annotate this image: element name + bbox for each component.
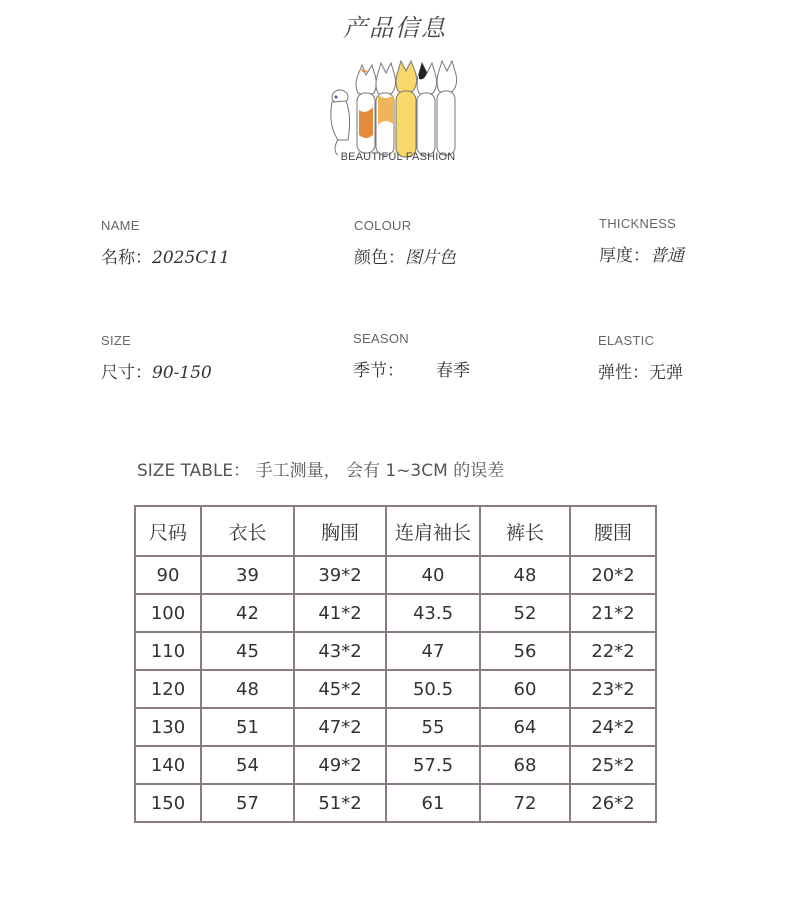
- info-label: 尺寸：: [101, 363, 152, 383]
- table-cell: 51*2: [294, 784, 386, 822]
- table-cell: 60: [480, 670, 570, 708]
- size-table-caption: SIZE TABLE： 手工测量， 会有 1~3CM 的误差: [137, 461, 505, 481]
- table-cell: 120: [135, 670, 201, 708]
- table-header-cell: 胸围: [294, 506, 386, 556]
- table-cell: 150: [135, 784, 201, 822]
- table-cell: 45: [201, 632, 294, 670]
- table-cell: 51: [201, 708, 294, 746]
- table-row: [135, 556, 656, 594]
- table-cell: 57.5: [386, 746, 480, 784]
- table-cell: 61: [386, 784, 480, 822]
- table-row: [135, 784, 656, 822]
- info-name: [101, 218, 230, 268]
- table-cell: 54: [201, 746, 294, 784]
- logo-text: BEAUTIFUL FASHION: [340, 151, 456, 163]
- info-en-label: ELASTIC: [598, 333, 655, 348]
- table-cell: 49*2: [294, 746, 386, 784]
- table-row: [135, 632, 656, 670]
- table-header-cell: 尺码: [135, 506, 201, 556]
- table-cell: 42: [201, 594, 294, 632]
- table-cell: 57: [201, 784, 294, 822]
- table-cell: 45*2: [294, 670, 386, 708]
- info-value: 春季: [436, 361, 470, 381]
- table-header-row: [135, 506, 656, 556]
- info-value: 2025C11: [152, 248, 230, 268]
- info-en-label: THICKNESS: [599, 216, 677, 231]
- info-thickness: [599, 216, 684, 266]
- table-cell: 140: [135, 746, 201, 784]
- info-value: 90-150: [152, 363, 212, 383]
- table-cell: 48: [480, 556, 570, 594]
- table-cell: 68: [480, 746, 570, 784]
- table-cell: 22*2: [570, 632, 656, 670]
- table-row: [135, 594, 656, 632]
- info-en-label: NAME: [101, 218, 140, 233]
- info-value: 无弹: [649, 363, 683, 383]
- table-cell: 24*2: [570, 708, 656, 746]
- info-value: 普通: [650, 246, 684, 266]
- table-cell: 26*2: [570, 784, 656, 822]
- table-cell: 47*2: [294, 708, 386, 746]
- table-cell: 41*2: [294, 594, 386, 632]
- table-cell: 55: [386, 708, 480, 746]
- size-table: [134, 505, 657, 823]
- table-cell: 110: [135, 632, 201, 670]
- info-label: 颜色：: [354, 248, 405, 268]
- table-cell: 21*2: [570, 594, 656, 632]
- table-cell: 130: [135, 708, 201, 746]
- table-header-cell: 裤长: [480, 506, 570, 556]
- info-en-label: COLOUR: [354, 218, 412, 233]
- table-header-cell: 连肩袖长: [386, 506, 480, 556]
- info-label: 季节：: [353, 361, 404, 381]
- info-label: 名称：: [101, 248, 152, 268]
- table-row: [135, 708, 656, 746]
- table-cell: 23*2: [570, 670, 656, 708]
- info-label: 弹性：: [598, 363, 649, 383]
- info-value: 图片色: [405, 248, 456, 268]
- table-cell: 40: [386, 556, 480, 594]
- table-cell: 72: [480, 784, 570, 822]
- info-colour: [354, 218, 456, 268]
- table-cell: 100: [135, 594, 201, 632]
- table-row: [135, 670, 656, 708]
- table-cell: 39*2: [294, 556, 386, 594]
- info-size: [101, 333, 212, 383]
- table-cell: 56: [480, 632, 570, 670]
- page-title: 产品信息: [343, 14, 447, 42]
- info-en-label: SIZE: [101, 333, 132, 348]
- table-cell: 50.5: [386, 670, 480, 708]
- table-row: [135, 746, 656, 784]
- info-elastic: [598, 333, 683, 383]
- table-cell: 39: [201, 556, 294, 594]
- table-cell: 43*2: [294, 632, 386, 670]
- table-cell: 90: [135, 556, 201, 594]
- table-cell: 48: [201, 670, 294, 708]
- table-cell: 25*2: [570, 746, 656, 784]
- table-cell: 20*2: [570, 556, 656, 594]
- info-label: 厚度：: [599, 246, 650, 266]
- table-cell: 52: [480, 594, 570, 632]
- table-header-cell: 衣长: [201, 506, 294, 556]
- info-season: [353, 331, 470, 381]
- table-cell: 47: [386, 632, 480, 670]
- table-cell: 43.5: [386, 594, 480, 632]
- table-cell: 64: [480, 708, 570, 746]
- info-en-label: SEASON: [353, 331, 409, 346]
- table-header-cell: 腰围: [570, 506, 656, 556]
